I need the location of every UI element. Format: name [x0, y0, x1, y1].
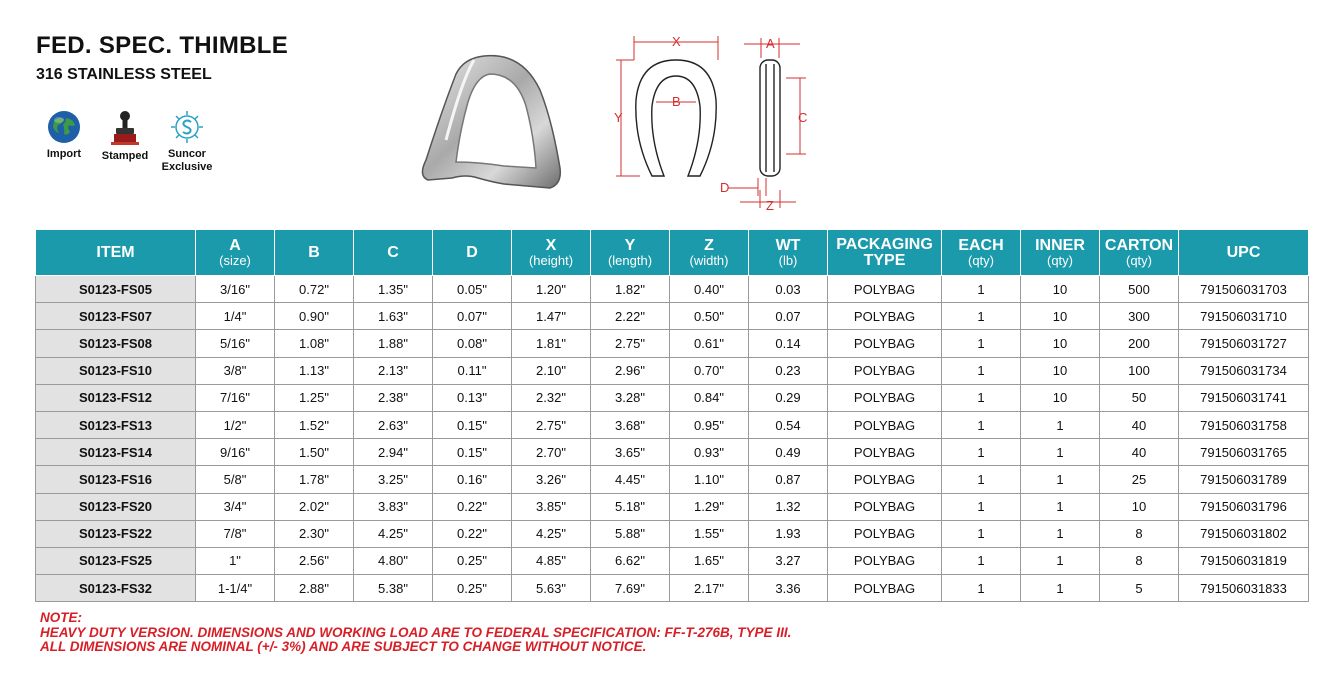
cell-upc: 791506031819: [1179, 547, 1309, 574]
cell-inner: 10: [1021, 357, 1100, 384]
col-header-each: EACH (qty): [942, 230, 1021, 276]
col-header-upc: UPC: [1179, 230, 1309, 276]
cell-wt: 0.14: [749, 330, 828, 357]
cell-wt: 0.23: [749, 357, 828, 384]
cell-a: 1-1/4": [196, 575, 275, 602]
cell-inner: 10: [1021, 276, 1100, 303]
dim-label-d: D: [720, 180, 730, 195]
cell-y: 6.62": [591, 547, 670, 574]
dim-label-z: Z: [766, 198, 774, 213]
dim-label-a: A: [766, 36, 775, 51]
cell-d: 0.13": [433, 384, 512, 411]
cell-carton: 8: [1100, 520, 1179, 547]
cell-z: 1.65": [670, 547, 749, 574]
cell-a: 3/8": [196, 357, 275, 384]
stamp-icon: [108, 110, 142, 146]
cell-inner: 1: [1021, 439, 1100, 466]
cell-a: 9/16": [196, 439, 275, 466]
cell-z: 0.40": [670, 276, 749, 303]
cell-carton: 40: [1100, 439, 1179, 466]
cell-carton: 40: [1100, 411, 1179, 438]
cell-z: 2.17": [670, 575, 749, 602]
cell-inner: 1: [1021, 547, 1100, 574]
cell-each: 1: [942, 439, 1021, 466]
cell-upc: 791506031833: [1179, 575, 1309, 602]
cell-each: 1: [942, 330, 1021, 357]
cell-packaging: POLYBAG: [828, 384, 942, 411]
cell-c: 2.13": [354, 357, 433, 384]
cell-d: 0.25": [433, 547, 512, 574]
cell-upc: 791506031796: [1179, 493, 1309, 520]
cell-inner: 1: [1021, 411, 1100, 438]
cell-item: S0123-FS20: [36, 493, 196, 520]
cell-item: S0123-FS10: [36, 357, 196, 384]
cell-d: 0.15": [433, 439, 512, 466]
cell-a: 7/16": [196, 384, 275, 411]
cell-packaging: POLYBAG: [828, 439, 942, 466]
cell-item: S0123-FS16: [36, 466, 196, 493]
cell-each: 1: [942, 493, 1021, 520]
col-header-y: Y (length): [591, 230, 670, 276]
cell-c: 4.25": [354, 520, 433, 547]
cell-y: 2.22": [591, 303, 670, 330]
cell-b: 2.88": [275, 575, 354, 602]
cell-wt: 0.03: [749, 276, 828, 303]
col-header-a: A (size): [196, 230, 275, 276]
cell-a: 1/2": [196, 411, 275, 438]
cell-a: 5/8": [196, 466, 275, 493]
table-row: [36, 493, 1309, 520]
cell-carton: 5: [1100, 575, 1179, 602]
cell-x: 1.81": [512, 330, 591, 357]
cell-item: S0123-FS07: [36, 303, 196, 330]
cell-z: 0.84": [670, 384, 749, 411]
cell-inner: 1: [1021, 466, 1100, 493]
cell-packaging: POLYBAG: [828, 575, 942, 602]
cell-z: 1.55": [670, 520, 749, 547]
page-title: FED. SPEC. THIMBLE: [36, 32, 289, 59]
cell-each: 1: [942, 466, 1021, 493]
cell-b: 0.72": [275, 276, 354, 303]
cell-wt: 3.36: [749, 575, 828, 602]
cell-d: 0.16": [433, 466, 512, 493]
cell-x: 2.32": [512, 384, 591, 411]
col-header-b: B: [275, 230, 354, 276]
cell-c: 1.63": [354, 303, 433, 330]
cell-z: 0.50": [670, 303, 749, 330]
table-row: [36, 520, 1309, 547]
cell-packaging: POLYBAG: [828, 303, 942, 330]
col-header-c: C: [354, 230, 433, 276]
globe-icon: [47, 110, 81, 144]
cell-upc: 791506031727: [1179, 330, 1309, 357]
cell-c: 4.80": [354, 547, 433, 574]
cell-y: 4.45": [591, 466, 670, 493]
cell-b: 2.56": [275, 547, 354, 574]
cell-y: 3.68": [591, 411, 670, 438]
cell-each: 1: [942, 411, 1021, 438]
import-badge: [40, 110, 88, 161]
stamped-label: Stamped: [101, 150, 149, 162]
thimble-product-image: [412, 50, 582, 200]
note-line-2: ALL DIMENSIONS ARE NOMINAL (+/- 3%) AND ARE SUBJECT TO CHANGE WITHOUT NOTICE.: [40, 639, 647, 654]
cell-wt: 0.87: [749, 466, 828, 493]
cell-upc: 791506031710: [1179, 303, 1309, 330]
table-row: [36, 303, 1309, 330]
col-header-packaging: PACKAGING TYPE: [828, 230, 942, 276]
table-body: [36, 276, 1309, 602]
note-line-1: HEAVY DUTY VERSION. DIMENSIONS AND WORKING LOAD ARE TO FEDERAL SPECIFICATION: FF-T-276B, TYPE III.: [40, 624, 792, 640]
cell-a: 3/16": [196, 276, 275, 303]
cell-c: 2.63": [354, 411, 433, 438]
cell-c: 5.38": [354, 575, 433, 602]
col-header-inner: INNER (qty): [1021, 230, 1100, 276]
col-header-wt: WT (lb): [749, 230, 828, 276]
cell-upc: 791506031734: [1179, 357, 1309, 384]
cell-y: 5.88": [591, 520, 670, 547]
cell-carton: 200: [1100, 330, 1179, 357]
cell-carton: 25: [1100, 466, 1179, 493]
cell-carton: 500: [1100, 276, 1179, 303]
cell-x: 1.47": [512, 303, 591, 330]
cell-x: 2.75": [512, 411, 591, 438]
cell-c: 2.38": [354, 384, 433, 411]
dim-label-x: X: [672, 34, 681, 49]
cell-inner: 1: [1021, 575, 1100, 602]
cell-d: 0.25": [433, 575, 512, 602]
cell-x: 1.20": [512, 276, 591, 303]
cell-a: 1": [196, 547, 275, 574]
suncor-exclusive-badge: [160, 110, 214, 174]
cell-item: S0123-FS25: [36, 547, 196, 574]
cell-carton: 8: [1100, 547, 1179, 574]
cell-b: 1.08": [275, 330, 354, 357]
table-row: [36, 276, 1309, 303]
cell-d: 0.08": [433, 330, 512, 357]
spec-table: [35, 229, 1309, 602]
cell-item: S0123-FS22: [36, 520, 196, 547]
dim-label-c: C: [798, 110, 808, 125]
cell-z: 0.61": [670, 330, 749, 357]
cell-each: 1: [942, 520, 1021, 547]
cell-y: 2.96": [591, 357, 670, 384]
cell-x: 2.70": [512, 439, 591, 466]
cell-each: 1: [942, 357, 1021, 384]
stamped-badge: [98, 110, 152, 163]
cell-c: 2.94": [354, 439, 433, 466]
cell-d: 0.15": [433, 411, 512, 438]
cell-item: S0123-FS32: [36, 575, 196, 602]
cell-a: 7/8": [196, 520, 275, 547]
cell-carton: 10: [1100, 493, 1179, 520]
cell-b: 2.02": [275, 493, 354, 520]
cell-y: 1.82": [591, 276, 670, 303]
cell-z: 0.95": [670, 411, 749, 438]
cell-upc: 791506031789: [1179, 466, 1309, 493]
cell-packaging: POLYBAG: [828, 466, 942, 493]
cell-x: 5.63": [512, 575, 591, 602]
cell-b: 2.30": [275, 520, 354, 547]
cell-carton: 100: [1100, 357, 1179, 384]
cell-d: 0.05": [433, 276, 512, 303]
cell-y: 3.65": [591, 439, 670, 466]
cell-d: 0.22": [433, 493, 512, 520]
cell-packaging: POLYBAG: [828, 330, 942, 357]
cell-item: S0123-FS08: [36, 330, 196, 357]
table-row: [36, 330, 1309, 357]
cell-z: 0.93": [670, 439, 749, 466]
suncor-label-2: Exclusive: [161, 161, 213, 173]
cell-upc: 791506031703: [1179, 276, 1309, 303]
table-row: [36, 547, 1309, 574]
col-header-carton: CARTON (qty): [1100, 230, 1179, 276]
cell-x: 2.10": [512, 357, 591, 384]
cell-c: 3.25": [354, 466, 433, 493]
cell-item: S0123-FS13: [36, 411, 196, 438]
cell-z: 0.70": [670, 357, 749, 384]
cell-x: 3.26": [512, 466, 591, 493]
cell-item: S0123-FS14: [36, 439, 196, 466]
cell-inner: 10: [1021, 330, 1100, 357]
cell-inner: 10: [1021, 384, 1100, 411]
cell-each: 1: [942, 384, 1021, 411]
cell-b: 1.52": [275, 411, 354, 438]
dim-label-b: B: [672, 94, 681, 109]
col-header-item: ITEM: [36, 230, 196, 276]
cell-wt: 0.07: [749, 303, 828, 330]
cell-c: 1.88": [354, 330, 433, 357]
cell-packaging: POLYBAG: [828, 520, 942, 547]
cell-wt: 0.54: [749, 411, 828, 438]
cell-x: 4.85": [512, 547, 591, 574]
import-label: Import: [46, 148, 82, 160]
dimension-diagram: [600, 30, 830, 215]
cell-c: 1.35": [354, 276, 433, 303]
table-header-row: [36, 230, 1309, 276]
cell-wt: 0.49: [749, 439, 828, 466]
cell-upc: 791506031741: [1179, 384, 1309, 411]
cell-a: 1/4": [196, 303, 275, 330]
cell-carton: 50: [1100, 384, 1179, 411]
dim-label-y: Y: [614, 110, 623, 125]
cell-y: 2.75": [591, 330, 670, 357]
cell-wt: 3.27: [749, 547, 828, 574]
cell-packaging: POLYBAG: [828, 411, 942, 438]
cell-x: 4.25": [512, 520, 591, 547]
table-row: [36, 384, 1309, 411]
cell-z: 1.29": [670, 493, 749, 520]
note-heading: NOTE:: [40, 610, 82, 625]
cell-b: 1.13": [275, 357, 354, 384]
cell-a: 5/16": [196, 330, 275, 357]
cell-packaging: POLYBAG: [828, 276, 942, 303]
table-row: [36, 466, 1309, 493]
cell-a: 3/4": [196, 493, 275, 520]
page-subtitle: 316 STAINLESS STEEL: [36, 66, 212, 83]
cell-wt: 1.93: [749, 520, 828, 547]
cell-b: 0.90": [275, 303, 354, 330]
cell-upc: 791506031802: [1179, 520, 1309, 547]
cell-packaging: POLYBAG: [828, 547, 942, 574]
table-row: [36, 439, 1309, 466]
cell-each: 1: [942, 276, 1021, 303]
cell-c: 3.83": [354, 493, 433, 520]
cell-d: 0.22": [433, 520, 512, 547]
cell-b: 1.25": [275, 384, 354, 411]
cell-d: 0.07": [433, 303, 512, 330]
cell-y: 7.69": [591, 575, 670, 602]
table-row: [36, 575, 1309, 602]
suncor-logo-icon: [170, 110, 204, 144]
cell-z: 1.10": [670, 466, 749, 493]
cell-packaging: POLYBAG: [828, 357, 942, 384]
table-row: [36, 411, 1309, 438]
cell-upc: 791506031765: [1179, 439, 1309, 466]
cell-inner: 1: [1021, 520, 1100, 547]
cell-each: 1: [942, 575, 1021, 602]
cell-x: 3.85": [512, 493, 591, 520]
suncor-label-1: Suncor: [168, 148, 206, 160]
cell-wt: 1.32: [749, 493, 828, 520]
cell-inner: 1: [1021, 493, 1100, 520]
table-row: [36, 357, 1309, 384]
col-header-x: X (height): [512, 230, 591, 276]
col-header-d: D: [433, 230, 512, 276]
cell-item: S0123-FS05: [36, 276, 196, 303]
cell-b: 1.50": [275, 439, 354, 466]
cell-upc: 791506031758: [1179, 411, 1309, 438]
cell-y: 3.28": [591, 384, 670, 411]
cell-b: 1.78": [275, 466, 354, 493]
cell-each: 1: [942, 547, 1021, 574]
cell-y: 5.18": [591, 493, 670, 520]
cell-carton: 300: [1100, 303, 1179, 330]
note-block: [40, 611, 791, 655]
cell-item: S0123-FS12: [36, 384, 196, 411]
cell-each: 1: [942, 303, 1021, 330]
cell-packaging: POLYBAG: [828, 493, 942, 520]
cell-d: 0.11": [433, 357, 512, 384]
cell-inner: 10: [1021, 303, 1100, 330]
cell-wt: 0.29: [749, 384, 828, 411]
col-header-z: Z (width): [670, 230, 749, 276]
